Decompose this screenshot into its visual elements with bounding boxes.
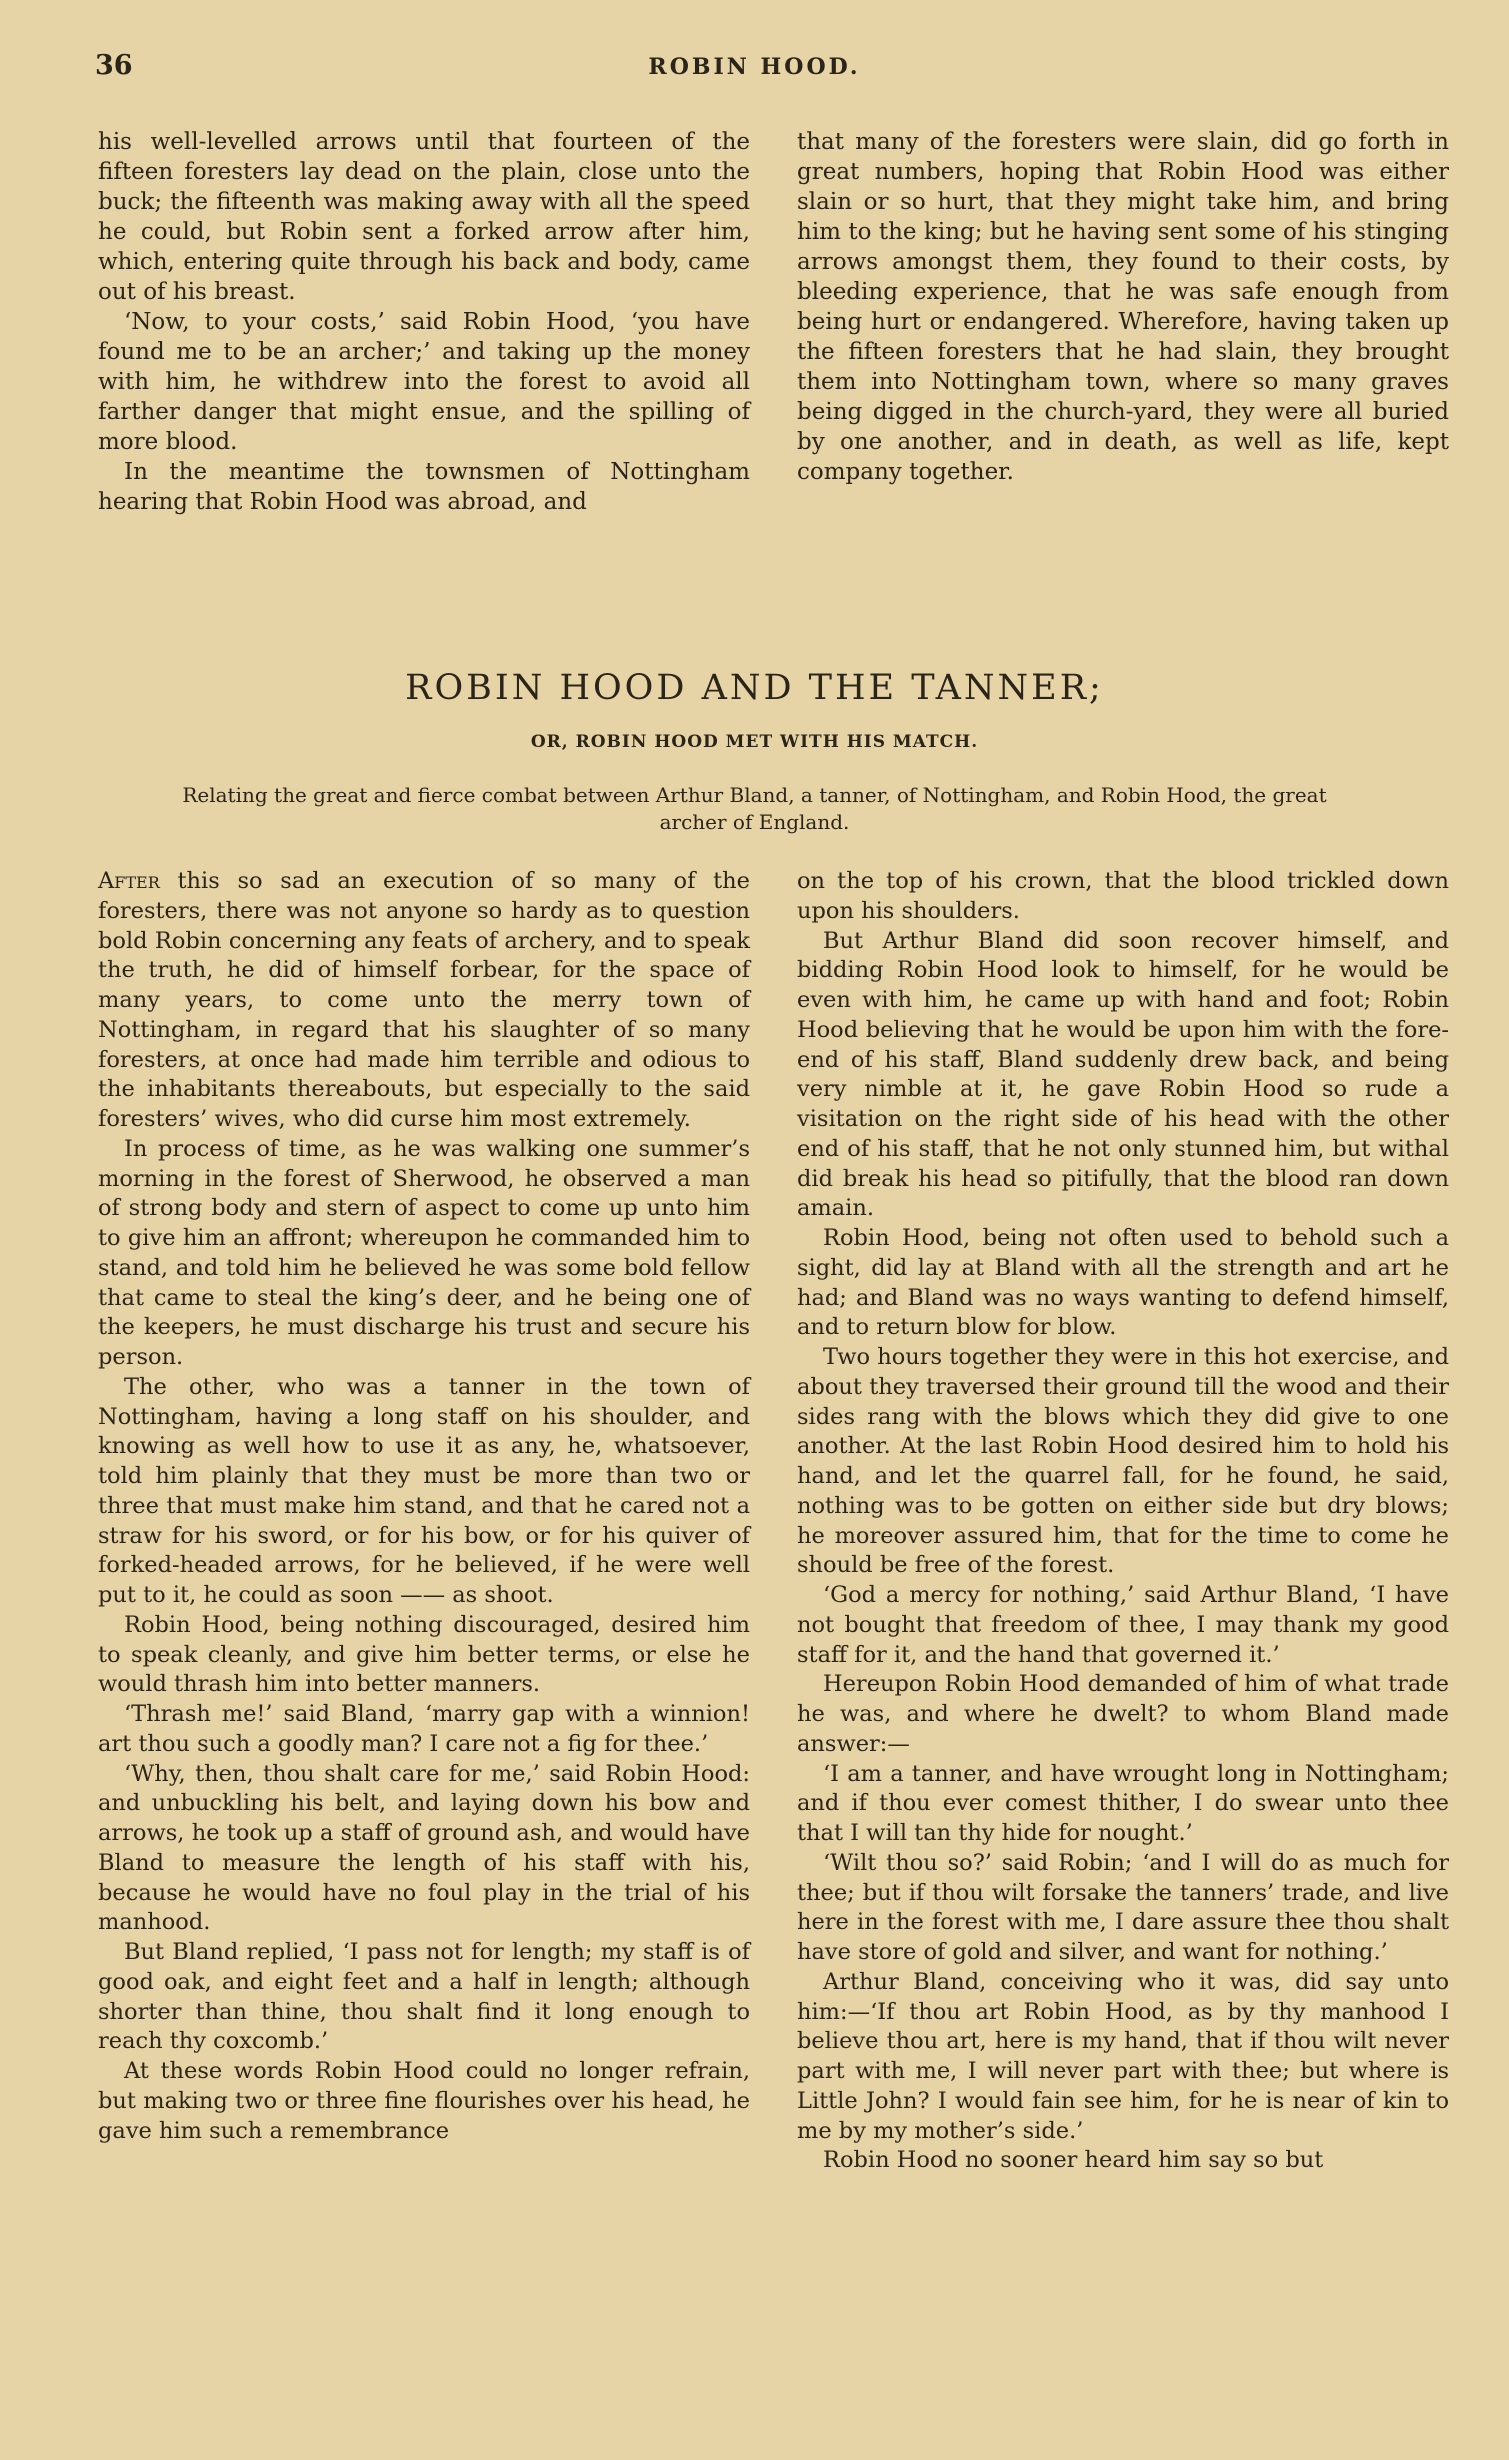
page-number: 36 <box>95 50 133 81</box>
paragraph: his well-levelled arrows until that fourteen of the fifteen foresters lay dead on the plain, close unto the buck; the fifteenth was making away with all the speed he could, but Robin sent a forked arrow after him, which, entering quite through his back and body, came out of his breast. <box>98 129 750 305</box>
paragraph: ‘Now, to your costs,’ said Robin Hood, ‘you have found me to be an archer;’ and taking up the money with him, he withdrew into the forest to avoid all farther danger that might ensue, and the spilling of more blood. <box>98 309 750 455</box>
paragraph: The other, who was a tanner in the town of Nottingham, having a long staff on his shoulder, and knowing as well how to use it as any, he, whatsoever, told him plainly that they must be more than two or three that must make him stand, and that he cared not a straw for his sword, or for his bow, or for his quiver of forked-headed arrows, for he believed, if he were well put to it, he could as soon —— as shoot. <box>98 1373 750 1608</box>
paragraph: that many of the foresters were slain, did go forth in great numbers, hoping that Robin Hood was either slain or so hurt, that they might take him, and bring him to the king; but he having sent some of his stinging arrows amongst them, they found to their costs, by bleeding experience, that he was safe enough from being hurt or endangered. Wherefore, having taken up the fifteen foresters that he had slain, they brought them into Nottingham town, where so many graves being digged in the church-yard, they were all buried by one another, and in death, as well as life, kept company together. <box>797 129 1449 485</box>
paragraph: ‘Wilt thou so?’ said Robin; ‘and I will do as much for thee; but if thou wilt forsake the tanners’ trade, and live here in the forest with me, I dare assure thee thou shalt have store of gold and silver, and want for nothing.’ <box>797 1849 1449 1965</box>
opening-paragraph <box>98 867 750 1135</box>
paragraph: Two hours together they were in this hot exercise, and about they traversed their ground till the wood and their sides rang with the blows which they did give to one another. At the last Robin Hood desired him to hold his hand, and let the quarrel fall, for he found, he said, nothing was to be gotten on either side but dry blows; he moreover assured him, that for the time to come he should be free of the forest. <box>797 1344 1449 1579</box>
paragraph: Hereupon Robin Hood demanded of him of what trade he was, and where he dwelt? to whom Bland made answer:— <box>797 1671 1449 1757</box>
story-description: Relating the great and fierce combat between Arthur Bland, a tanner, of Nottingham, and Robin Hood, the great archer of England. <box>182 783 1327 834</box>
story-subtitle: OR, ROBIN HOOD MET WITH HIS MATCH. <box>530 732 979 752</box>
paragraph: ‘Thrash me!’ said Bland, ‘marry gap with a winnion! art thou such a goodly man? I care not a fig for thee.’ <box>98 1701 750 1757</box>
paragraph: ‘God a mercy for nothing,’ said Arthur Bland, ‘I have not bought that freedom of thee, I may thank my good staff for it, and the hand that governed it.’ <box>797 1582 1449 1668</box>
paragraph: Robin Hood no sooner heard him say so but <box>823 2147 1324 2174</box>
page-header <box>95 50 1414 90</box>
paragraph: ‘Why, then, thou shalt care for me,’ said Robin Hood: and unbuckling his belt, and laying down his bow and arrows, he took up a staff of ground ash, and would have Bland to measure the length of his staff with his, because he would have no foul play in the trial of his manhood. <box>98 1760 750 1936</box>
paragraph: But Bland replied, ‘I pass not for length; my staff is of good oak, and eight feet and a half in length; although shorter than thine, thou shalt find it long enough to reach thy coxcomb.’ <box>98 1939 750 2055</box>
paragraph: Robin Hood, being nothing discouraged, desired him to speak cleanly, and give him better terms, or else he would thrash him into better manners. <box>98 1611 750 1698</box>
opening-text: this so sad an execution of so many of the foresters, there was not anyone so hardy as to question bold Robin concerning any feats of archery, and to speak the truth, he did of himself forbear, for the space of many years, to come unto the merry town of Nottingham, in regard that his slaughter of so many foresters, at once had made him terrible and odious to the inhabitants thereabouts, but especially to the said foresters’ wives, who did curse him most extremely. <box>98 868 750 1132</box>
bottom-right-column <box>797 867 1449 2176</box>
paragraph: Robin Hood, being not often used to behold such a sight, did lay at Bland with all the strength and art he had; and Bland was no ways wanting to defend himself, and to return blow for blow. <box>797 1225 1449 1341</box>
bottom-left-column <box>98 867 750 2146</box>
opening-word: After <box>98 868 160 894</box>
top-left-column <box>98 127 750 517</box>
story-title: ROBIN HOOD AND THE TANNER; <box>405 668 1104 708</box>
paragraph: But Arthur Bland did soon recover himself, and bidding Robin Hood look to himself, for he would be even with him, he came up with hand and foot; Robin Hood believing that he would be upon him with the fore-end of his staff, Bland suddenly drew back, and being very nimble at it, he gave Robin Hood so rude a visitation on the right side of his head with the other end of his staff, that he not only stunned him, but withal did break his head so pitifully, that the blood ran down amain. <box>797 927 1449 1222</box>
paragraph: In the meantime the townsmen of Nottingham hearing that Robin Hood was abroad, and <box>98 459 750 515</box>
paragraph: ‘I am a tanner, and have wrought long in Nottingham; and if thou ever comest thither, I do swear unto thee that I will tan thy hide for nought.’ <box>797 1760 1449 1846</box>
paragraph: on the top of his crown, that the blood trickled down upon his shoulders. <box>797 868 1449 924</box>
paragraph: In process of time, as he was walking one summer’s morning in the forest of Sherwood, he observed a man of strong body and stern of aspect to come up unto him to give him an affront; whereupon he commanded him to stand, and told him he believed he was some bold fellow that came to steal the king’s deer, and he being one of the keepers, he must discharge his trust and secure his person. <box>98 1135 750 1370</box>
top-right-column <box>797 127 1449 487</box>
paragraph: Arthur Bland, conceiving who it was, did say unto him:—‘If thou art Robin Hood, as by thy manhood I believe thou art, here is my hand, that if thou wilt never part with me, I will never part with thee; but where is Little John? I would fain see him, for he is near of kin to me by my mother’s side.’ <box>797 1968 1449 2144</box>
paragraph: At these words Robin Hood could no longer refrain, but making two or three fine flourishes over his head, he gave him such a remembrance <box>98 2058 750 2144</box>
running-head: ROBIN HOOD. <box>648 54 861 80</box>
